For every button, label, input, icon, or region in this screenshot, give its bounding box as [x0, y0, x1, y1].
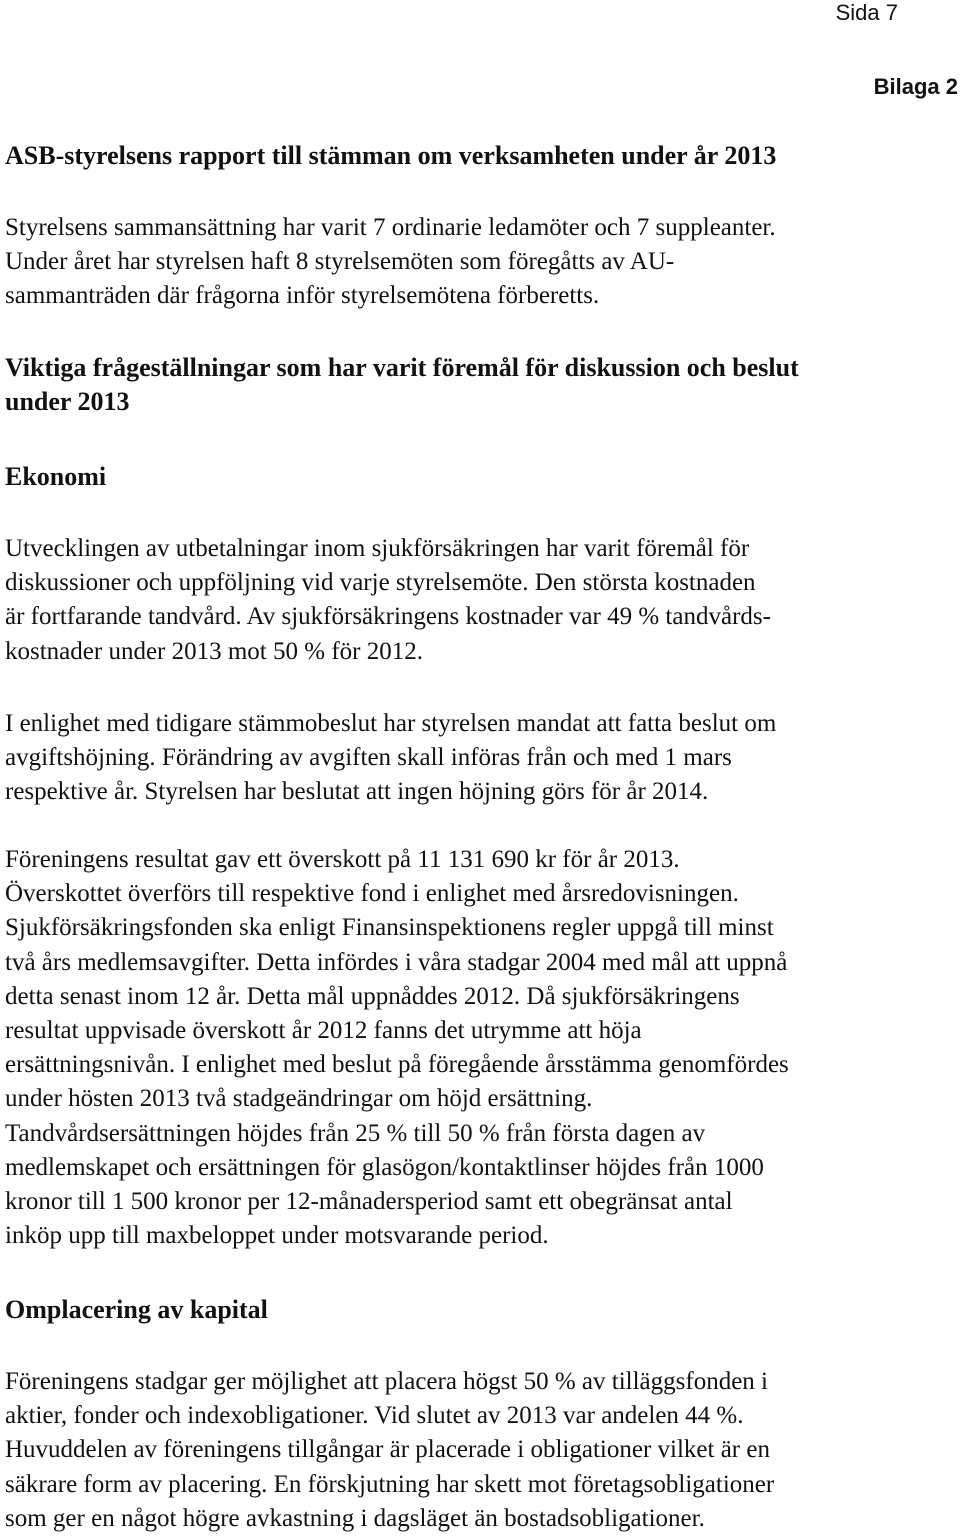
main-heading	[5, 351, 935, 419]
paragraph-line: ersättningsnivån. I enlighet med beslut på föregående årsstämma genomfördes	[5, 1051, 789, 1079]
economy-paragraph-1	[5, 532, 935, 669]
paragraph-line: detta senast inom 12 år. Detta mål uppnåddes 2012. Då sjukförsäkringens	[5, 982, 740, 1010]
paragraph-line: I enlighet med tidigare stämmobeslut har styrelsen mandat att fatta beslut om	[5, 710, 777, 737]
paragraph-line: respektive år. Styrelsen har beslutat att ingen höjning görs för år 2014.	[5, 778, 709, 806]
paragraph-line: två års medlemsavgifter. Detta infördes i våra stadgar 2004 med mål att uppnå	[5, 948, 788, 976]
document-title: ASB-styrelsens rapport till stämman om verksamheten under år 2013	[5, 141, 777, 170]
economy-heading: Ekonomi	[5, 462, 107, 491]
main-heading-line: Viktiga frågeställningar som har varit föremål för diskussion och beslut	[5, 353, 799, 382]
paragraph-line: resultat uppvisade överskott år 2012 fanns det utrymme att höja	[5, 1017, 642, 1045]
paragraph-line: kronor till 1 500 kronor per 12-månadersperiod samt ett obegränsat antal	[5, 1188, 733, 1216]
paragraph-line: är fortfarande tandvård. Av sjukförsäkringens kostnader var 49 % tandvårds-	[5, 603, 771, 631]
paragraph-line: kostnader under 2013 mot 50 % för 2012.	[5, 637, 423, 665]
main-heading-line: under 2013	[5, 387, 130, 416]
paragraph-line: Föreningens resultat gav ett överskott på 11 131 690 kr för år 2013.	[5, 846, 680, 873]
paragraph-line: diskussioner och uppföljning vid varje styrelsemöte. Den största kostnaden	[5, 569, 756, 597]
intro-line: sammanträden där frågorna inför styrelsemötena förberetts.	[5, 282, 600, 310]
paragraph-line: Huvuddelen av föreningens tillgångar är placerade i obligationer vilket är en	[5, 1436, 770, 1464]
paragraph-line: aktier, fonder och indexobligationer. Vid slutet av 2013 var andelen 44 %.	[5, 1402, 744, 1430]
paragraph-line: som ger en något högre avkastning i dagsläget än bostadsobligationer.	[5, 1504, 705, 1532]
paragraph-line: medlemskapet och ersättningen för glasögon/kontaktlinser höjdes från 1000	[5, 1153, 764, 1181]
economy-paragraph-3	[5, 843, 935, 1253]
page-number: Sida 7	[835, 0, 898, 25]
paragraph-line: Tandvårdsersättningen höjdes från 25 % till 50 % från första dagen av	[5, 1119, 706, 1147]
paragraph-line: Föreningens stadgar ger möjlighet att placera högst 50 % av tilläggsfonden i	[5, 1368, 769, 1395]
intro-line: Styrelsens sammansättning har varit 7 ordinarie ledamöter och 7 suppleanter.	[5, 214, 776, 241]
intro-line: Under året har styrelsen haft 8 styrelsemöten som föregåtts av AU-	[5, 248, 675, 276]
paragraph-line: Sjukförsäkringsfonden ska enligt Finansinspektionens regler uppgå till minst	[5, 914, 774, 942]
paragraph-line: avgiftshöjning. Förändring av avgiften skall införas från och med 1 mars	[5, 744, 732, 772]
paragraph-line: säkrare form av placering. En förskjutning har skett mot företagsobligationer	[5, 1470, 775, 1498]
capital-heading: Omplacering av kapital	[5, 1295, 268, 1324]
economy-paragraph-2	[5, 707, 935, 810]
paragraph-line: Överskottet överförs till respektive fond i enlighet med årsredovisningen.	[5, 880, 739, 908]
paragraph-line: under hösten 2013 två stadgeändringar om höjd ersättning.	[5, 1085, 593, 1113]
paragraph-line: inköp upp till maxbeloppet under motsvarande period.	[5, 1222, 549, 1250]
appendix-label: Bilaga 2	[873, 74, 958, 99]
capital-paragraph	[5, 1365, 935, 1536]
intro-paragraph	[5, 211, 935, 314]
paragraph-line: Utvecklingen av utbetalningar inom sjukförsäkringen har varit föremål för	[5, 535, 750, 562]
